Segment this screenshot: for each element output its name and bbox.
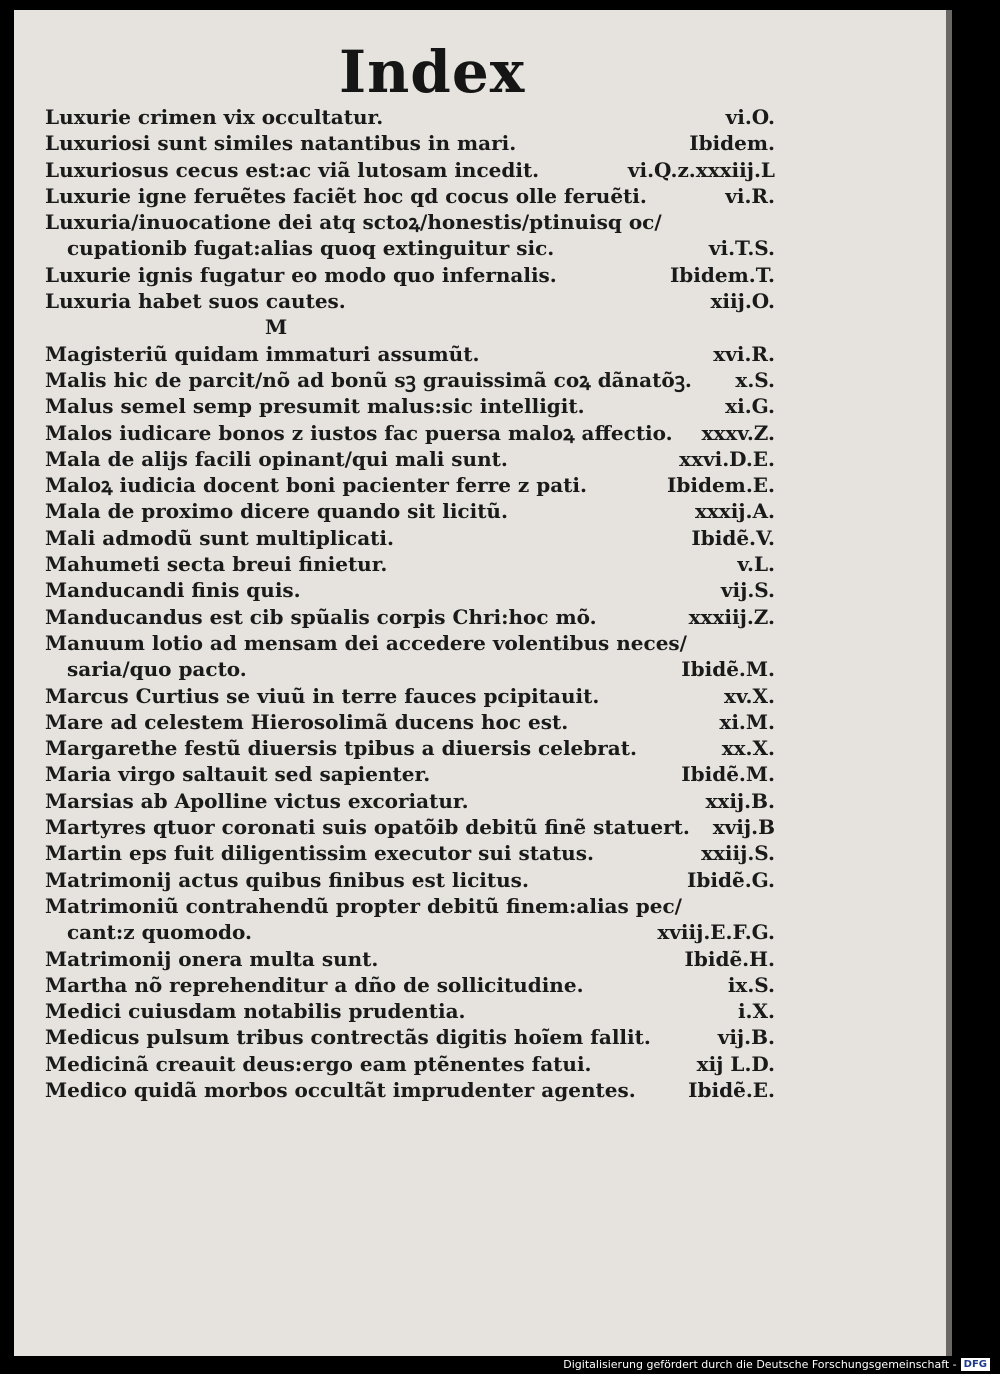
entry-text: Maloꝝ iudicia docent boni pacienter ferre z pati. xyxy=(45,473,587,498)
index-entry xyxy=(45,130,775,156)
entry-reference: Ibidẽ.M. xyxy=(681,762,775,787)
index-entry xyxy=(45,551,775,577)
entry-reference: xij L.D. xyxy=(696,1051,775,1076)
entry-reference: vi.R. xyxy=(725,183,775,208)
entry-reference: xxxiij.Z. xyxy=(688,604,775,629)
entry-reference: Ibidẽ.H. xyxy=(684,946,775,971)
entry-reference: xvi.R. xyxy=(713,341,775,366)
entry-text: Marsias ab Apolline victus excoriatur. xyxy=(45,788,469,813)
index-entry xyxy=(45,498,775,524)
entry-text: Manducandi finis quis. xyxy=(45,578,301,603)
entry-text: Luxurie ignis fugatur eo modo quo infernalis. xyxy=(45,262,557,287)
entry-reference: Ibidẽ.V. xyxy=(691,525,775,550)
dfg-logo: DFG xyxy=(961,1358,990,1371)
index-entry xyxy=(45,998,775,1024)
index-entry xyxy=(45,157,775,183)
entry-text: Luxuria/inuocatione dei atq sctoꝝ/honestis/ptinuisq oc/ xyxy=(45,210,662,235)
entry-text: Matrimonij onera multa sunt. xyxy=(45,946,379,971)
index-entry xyxy=(45,630,775,656)
entry-reference: xxij.B. xyxy=(705,788,775,813)
entry-text: Matrimoniũ contrahendũ propter debitũ finem:alias pec/ xyxy=(45,893,682,918)
entry-reference: xxxv.Z. xyxy=(701,420,775,445)
entry-reference: xv.X. xyxy=(724,683,775,708)
page-title: Index xyxy=(339,38,526,106)
book-page xyxy=(14,10,946,1356)
index-entry xyxy=(45,814,775,840)
index-entry xyxy=(45,104,775,130)
entry-reference: xiij.O. xyxy=(710,289,775,314)
entry-text: Luxuriosi sunt similes natantibus in mari. xyxy=(45,131,517,156)
index-entry xyxy=(45,893,775,919)
index-entry xyxy=(45,709,775,735)
index-entry xyxy=(45,262,775,288)
entry-text: Marcus Curtius se viuũ in terre fauces pcipitauit. xyxy=(45,683,600,708)
entry-text: Mahumeti secta breui finietur. xyxy=(45,552,388,577)
entry-reference: vi.O. xyxy=(725,105,775,129)
entry-text: Margarethe festũ diuersis tpibus a diuersis celebrat. xyxy=(45,736,637,761)
entry-reference: Ibidem.T. xyxy=(669,262,775,287)
index-entry xyxy=(45,525,775,551)
entry-text: Mala de proximo dicere quando sit licitũ. xyxy=(45,499,508,524)
entry-text: Manuum lotio ad mensam dei accedere volentibus neces/ xyxy=(45,630,687,655)
entry-reference: xxiij.S. xyxy=(701,841,775,866)
entry-reference: x.S. xyxy=(735,367,775,392)
entry-reference: xviij.E.F.G. xyxy=(657,920,775,945)
entry-reference: vi.T.S. xyxy=(708,236,775,261)
section-letter xyxy=(45,314,775,340)
index-entry xyxy=(45,919,775,945)
index-entry xyxy=(45,840,775,866)
entry-text: Maria virgo saltauit sed sapienter. xyxy=(45,762,431,787)
index-entry xyxy=(45,472,775,498)
page-edge-shadow xyxy=(946,10,952,1356)
entry-reference: v.L. xyxy=(737,552,775,577)
entry-text: saria/quo pacto. xyxy=(67,657,247,682)
index-entry xyxy=(45,341,775,367)
entry-reference: ix.S. xyxy=(727,972,775,997)
entry-text: Luxuria habet suos cautes. xyxy=(45,289,346,314)
footer-credit-text: Digitalisierung gefördert durch die Deutsche Forschungsgemeinschaft - xyxy=(563,1357,957,1371)
entry-reference: vij.S. xyxy=(720,578,775,603)
entry-text: Malis hic de parcit/nõ ad bonũ sꝫ grauissimã coꝝ dãnatõꝫ. xyxy=(45,367,692,392)
entry-reference: vi.Q.z.xxxiij.L xyxy=(627,157,775,182)
index-entry xyxy=(45,367,775,393)
entry-reference: xi.M. xyxy=(719,709,775,734)
entry-text: Luxuriosus cecus est:ac viã lutosam incedit. xyxy=(45,157,540,182)
entry-text: Magisteriũ quidam immaturi assumũt. xyxy=(45,341,480,366)
index-entry xyxy=(45,683,775,709)
entry-text: Mali admodũ sunt multiplicati. xyxy=(45,525,394,550)
index-entry xyxy=(45,288,775,314)
entry-text: Matrimonij actus quibus finibus est licitus. xyxy=(45,867,529,892)
index-entry xyxy=(45,446,775,472)
index-entries-list xyxy=(45,104,775,1103)
index-entry xyxy=(45,761,775,787)
entry-reference: Ibidẽ.M. xyxy=(681,657,775,682)
entry-text: M xyxy=(265,315,288,340)
entry-text: Martin eps fuit diligentissim executor sui status. xyxy=(45,841,594,866)
index-entry xyxy=(45,788,775,814)
entry-reference: Ibidem.E. xyxy=(667,473,775,498)
entry-reference: i.X. xyxy=(737,999,775,1024)
entry-text: Martyres qtuor coronati suis opatõib debitũ finẽ statuert. xyxy=(45,815,690,840)
entry-reference: Ibidẽ.G. xyxy=(687,867,775,892)
entry-text: cupationib fugat:alias quoq extinguitur sic. xyxy=(67,236,555,261)
index-entry xyxy=(45,1024,775,1050)
entry-text: Malos iudicare bonos z iustos fac puersa maloꝝ affectio. xyxy=(45,420,673,445)
index-entry xyxy=(45,946,775,972)
index-entry xyxy=(45,867,775,893)
index-entry xyxy=(45,972,775,998)
entry-reference: xi.G. xyxy=(725,394,775,419)
entry-text: Malus semel semp presumit malus:sic intelligit. xyxy=(45,394,585,419)
index-entry xyxy=(45,183,775,209)
entry-reference: xvij.B xyxy=(712,815,775,840)
index-entry xyxy=(45,604,775,630)
entry-text: Mala de alijs facili opinant/qui mali sunt. xyxy=(45,446,508,471)
entry-text: cant:z quomodo. xyxy=(67,920,252,945)
entry-reference: xx.X. xyxy=(721,736,775,761)
entry-text: Mare ad celestem Hierosolimã ducens hoc est. xyxy=(45,709,569,734)
entry-reference: vij.B. xyxy=(717,1025,775,1050)
entry-text: Medici cuiusdam notabilis prudentia. xyxy=(45,999,466,1024)
entry-text: Medico quidã morbos occultãt imprudenter agentes. xyxy=(45,1077,636,1102)
index-entry xyxy=(45,420,775,446)
entry-text: Luxurie crimen vix occultatur. xyxy=(45,105,384,129)
entry-text: Medicinã creauit deus:ergo eam ptẽnentes fatui. xyxy=(45,1051,592,1076)
index-entry xyxy=(45,235,775,261)
entry-text: Luxurie igne feruẽtes faciẽt hoc qd cocus olle feruẽti. xyxy=(45,183,647,208)
entry-reference: Ibidem. xyxy=(689,131,775,156)
funding-footer xyxy=(563,1357,990,1371)
index-entry xyxy=(45,577,775,603)
entry-text: Martha nõ reprehenditur a dño de sollicitudine. xyxy=(45,972,584,997)
index-entry xyxy=(45,393,775,419)
entry-reference: xxvi.D.E. xyxy=(679,446,775,471)
entry-text: Manducandus est cib spũalis corpis Chri:hoc mõ. xyxy=(45,604,597,629)
entry-reference: xxxij.A. xyxy=(694,499,775,524)
index-entry xyxy=(45,735,775,761)
index-entry xyxy=(45,1051,775,1077)
entry-text: Medicus pulsum tribus contrectãs digitis hoĩem fallit. xyxy=(45,1025,651,1050)
index-entry xyxy=(45,656,775,682)
index-entry xyxy=(45,1077,775,1103)
entry-reference: Ibidẽ.E. xyxy=(688,1077,775,1102)
index-entry xyxy=(45,209,775,235)
